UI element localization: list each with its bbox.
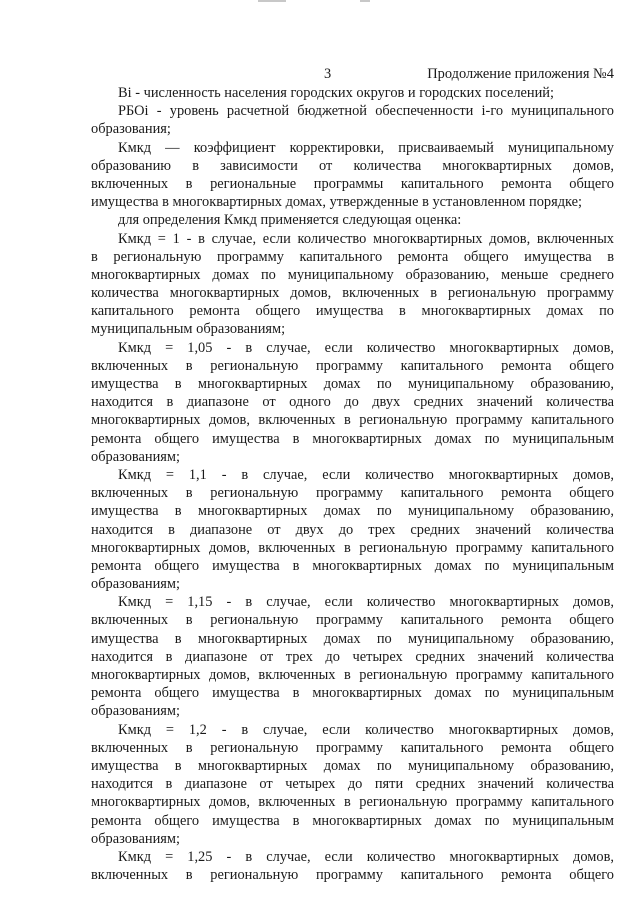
scan-artifact (360, 0, 370, 2)
paragraph-line: РБОi - уровень расчетной бюджетной обеспеченности i-го муниципального (118, 103, 614, 120)
paragraph-line: имущества в многоквартирных домах по муниципальному образованию, (91, 376, 614, 392)
paragraph-line: включенных в региональную программу капитального ремонта общего (91, 612, 614, 629)
appendix-continuation-label: Продолжение приложения №4 (427, 66, 614, 82)
paragraph-line: образования; (91, 121, 171, 138)
paragraph-line: находится в диапазоне от одного до двух средних значений количества (91, 394, 614, 411)
paragraph-line: находится в диапазоне от четырех до пяти средних значений количества (91, 776, 614, 793)
paragraph (91, 466, 614, 593)
paragraph-line: включенных в региональную программу капитального ремонта общего (91, 867, 614, 884)
paragraph (91, 339, 614, 466)
paragraph-line: многоквартирных домов, включенных в региональную программу капитального (91, 412, 614, 429)
paragraph-line: Кмкд = 1 - в случае, если количество многоквартирных домов, включенных (118, 230, 614, 247)
paragraph-line: образованиям; (91, 576, 181, 593)
paragraph-line: в региональную программу капитального ремонта общего имущества в (91, 248, 614, 265)
paragraph-line: Кмкд — коэффициент корректировки, присваиваемый муниципальному (118, 139, 614, 156)
page-number: 3 (324, 66, 332, 82)
paragraph-line: Bi - численность населения городских округов и городских поселений; (118, 85, 555, 101)
paragraph-line: образованиям; (91, 830, 181, 847)
paragraph-line: многоквартирных домов, включенных в региональную программу капитального (91, 667, 614, 683)
paragraph-line: муниципальным образованиям; (91, 321, 286, 338)
paragraph-line: Кмкд = 1,05 - в случае, если количество многоквартирных домов, (118, 339, 614, 356)
paragraph-line: Кмкд = 1,15 - в случае, если количество многоквартирных домов, (118, 594, 614, 611)
paragraph-line: имущества в многоквартирных домах по муниципальному образованию, (91, 630, 614, 647)
paragraph-line: ремонта общего имущества в многоквартирных домах по муниципальным (91, 685, 614, 702)
paragraph-line: образованию в зависимости от количества многоквартирных домов, (91, 157, 614, 174)
paragraph (91, 230, 614, 339)
paragraph-line: имущества в многоквартирных домах по муниципальному образованию, (91, 503, 614, 520)
paragraph (91, 84, 614, 102)
paragraph-line: находится в диапазоне от трех до четырех средних значений количества (91, 648, 614, 665)
paragraph-line: включенных в региональную программу капитального ремонта общего (91, 739, 614, 756)
paragraph-line: многоквартирных домов, включенных в региональную программу капитального (91, 539, 614, 556)
paragraph-line: для определения Кмкд применяется следующая оценка: (118, 212, 462, 229)
paragraph-line: Кмкд = 1,25 - в случае, если количество многоквартирных домов, (118, 848, 614, 865)
paragraph-line: образованиям; (91, 448, 181, 465)
paragraph (91, 721, 614, 848)
paragraph-line: многоквартирных домов, включенных в региональную программу капитального (91, 794, 614, 811)
paragraph-line: Кмкд = 1,2 - в случае, если количество многоквартирных домов, (118, 721, 614, 738)
paragraph-line: образованиям; (91, 703, 181, 720)
paragraph (91, 139, 614, 212)
paragraph-line: имущества в многоквартирных домах по муниципальному образованию, (91, 757, 614, 774)
paragraph (91, 102, 614, 138)
paragraph-line: имущества в многоквартирных домах, утвержденные в установленном порядке; (91, 194, 583, 211)
paragraph (91, 848, 614, 884)
scan-artifact (258, 0, 286, 2)
paragraph-line: капитального ремонта общего имущества в многоквартирных домах по (91, 303, 614, 320)
paragraph-line: ремонта общего имущества в многоквартирных домах по муниципальным (91, 812, 614, 829)
page-header (0, 66, 640, 86)
paragraph-line: Кмкд = 1,1 - в случае, если количество многоквартирных домов, (118, 466, 614, 483)
paragraph-line: включенных в региональную программу капитального ремонта общего (91, 357, 614, 374)
paragraph-line: количества многоквартирных домов, включенных в региональную программу (91, 285, 614, 302)
paragraph (91, 593, 614, 720)
paragraph-line: ремонта общего имущества в многоквартирных домах по муниципальным (91, 557, 614, 574)
paragraph-line: многоквартирных домах по муниципальному образованию, меньше среднего (91, 266, 614, 283)
document-body (91, 84, 614, 884)
paragraph-line: находится в диапазоне от двух до трех средних значений количества (91, 521, 614, 538)
paragraph-line: ремонта общего имущества в многоквартирных домах по муниципальным (91, 430, 614, 447)
paragraph (91, 211, 614, 229)
paragraph-line: включенных в региональные программы капитального ремонта общего (91, 175, 614, 192)
paragraph-line: включенных в региональную программу капитального ремонта общего (91, 485, 614, 502)
